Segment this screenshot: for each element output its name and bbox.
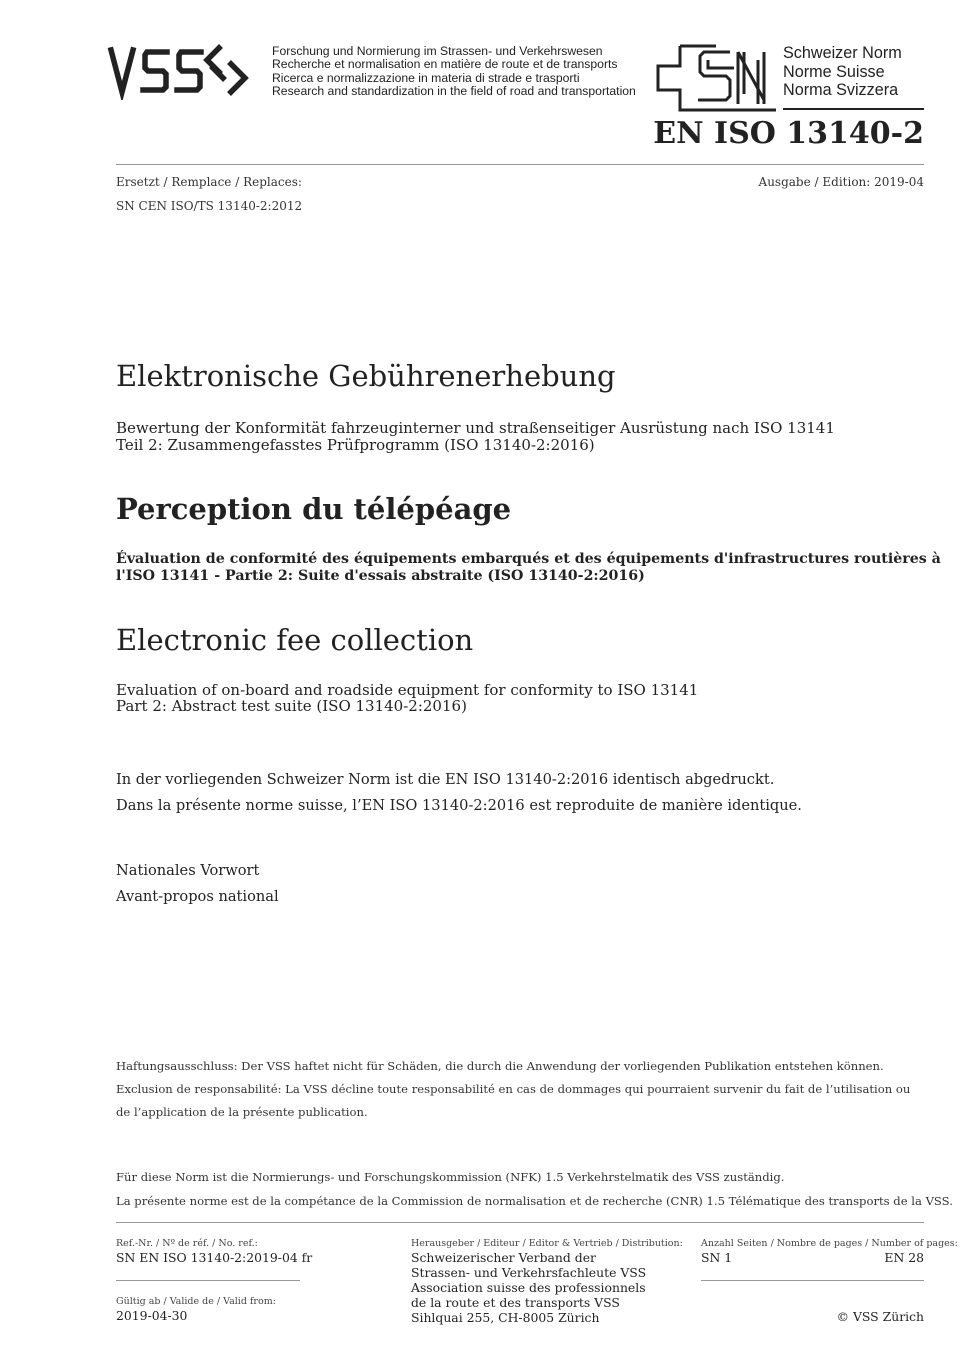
- org-line-fr: Recherche et normalisation en matière de route et de transports: [272, 57, 618, 72]
- identity-note-french: Dans la présente norme suisse, l’EN ISO 13140-2:2016 est reproduite de manière identique.: [116, 797, 802, 814]
- header-divider: [116, 164, 924, 165]
- edition-date: Ausgabe / Edition: 2019-04: [758, 175, 924, 189]
- replaces-label: Ersetzt / Remplace / Replaces:: [116, 175, 302, 189]
- subtitle-english-line2: Part 2: Abstract test suite (ISO 13140-2:2016): [116, 697, 467, 715]
- reference-label: Ref.-Nr. / Nº de réf. / No. ref.:: [116, 1238, 258, 1249]
- sn-line-de: Schweizer Norm: [783, 44, 902, 62]
- page-count-sn: SN 1: [701, 1250, 733, 1265]
- title-english: Electronic fee collection: [116, 623, 474, 657]
- subtitle-german-line2: Teil 2: Zusammengefasstes Prüfprogramm (ISO 13140-2:2016): [116, 436, 595, 454]
- disclaimer-french-line1: Exclusion de responsabilité: La VSS décline toute responsabilité en cas de dommages qui pourraient survenir du fait de l’utilisation ou: [116, 1082, 911, 1096]
- publisher-address: [411, 1250, 646, 1325]
- page-count-divider: [701, 1280, 924, 1281]
- disclaimer-french-line2: de l’application de la présente publication.: [116, 1105, 368, 1119]
- swiss-norm-logo: [656, 44, 778, 112]
- publisher-line: Association suisse des professionnels: [411, 1280, 646, 1295]
- org-line-it: Ricerca e normalizzazione in materia di strade e trasporti: [272, 70, 580, 85]
- subtitle-german-line1: Bewertung der Konformität fahrzeuginterner und straßenseitiger Ausrüstung nach ISO 13141: [116, 419, 835, 437]
- national-foreword-german: Nationales Vorwort: [116, 862, 260, 879]
- valid-from-value: 2019-04-30: [116, 1308, 188, 1323]
- sn-underline: [783, 108, 924, 110]
- replaces-value: SN CEN ISO/TS 13140-2:2012: [116, 199, 303, 213]
- publisher-line: Schweizerischer Verband der: [411, 1250, 596, 1265]
- org-line-de: Forschung und Normierung im Strassen- und Verkehrswesen: [272, 44, 603, 58]
- footer-divider: [116, 1222, 924, 1223]
- vss-logo: [105, 40, 265, 100]
- reference-divider: [116, 1280, 300, 1281]
- national-foreword-french: Avant-propos national: [116, 888, 279, 905]
- publisher-line: Sihlquai 255, CH-8005 Zürich: [411, 1310, 600, 1325]
- publisher-label: Herausgeber / Editeur / Editor & Vertrieb / Distribution:: [411, 1238, 683, 1249]
- identity-note-german: In der vorliegenden Schweizer Norm ist die EN ISO 13140-2:2016 identisch abgedruckt.: [116, 771, 775, 788]
- subtitle-english-line1: Evaluation of on-board and roadside equipment for conformity to ISO 13141: [116, 681, 699, 699]
- disclaimer-german: Haftungsausschluss: Der VSS haftet nicht für Schäden, die durch die Anwendung der vorliegenden Publikation entstehen können.: [116, 1059, 884, 1073]
- subtitle-french-line2: l'ISO 13141 - Partie 2: Suite d'essais abstraite (ISO 13140-2:2016): [116, 568, 645, 584]
- publisher-line: de la route et des transports VSS: [411, 1295, 620, 1310]
- title-french: Perception du télépéage: [116, 492, 512, 526]
- standard-number: EN ISO 13140-2: [653, 116, 924, 151]
- vss-organization-lines: [272, 45, 636, 99]
- responsibility-french: La présente norme est de la compétance de la Commission de normalisation et de recherche (CNR) 1.5 Télématique des transports de la VSS.: [116, 1194, 953, 1208]
- valid-from-label: Gültig ab / Valide de / Valid from:: [116, 1296, 276, 1307]
- responsibility-german: Für diese Norm ist die Normierungs- und Forschungskommission (NFK) 1.5 Verkehrstelmatik des VSS zuständig.: [116, 1170, 785, 1184]
- sn-line-it: Norma Svizzera: [783, 81, 899, 100]
- page-count-en: EN 28: [884, 1250, 924, 1265]
- org-line-en: Research and standardization in the field of road and transportation: [272, 84, 636, 99]
- sn-line-fr: Norme Suisse: [783, 62, 885, 81]
- copyright: © VSS Zürich: [836, 1309, 924, 1324]
- title-german: Elektronische Gebührenerhebung: [116, 359, 616, 393]
- publisher-line: Strassen- und Verkehrsfachleute VSS: [411, 1265, 647, 1280]
- reference-value: SN EN ISO 13140-2:2019-04 fr: [116, 1250, 313, 1265]
- swiss-norm-lines: [783, 44, 902, 100]
- page-count-label: Anzahl Seiten / Nombre de pages / Number of pages:: [701, 1238, 958, 1249]
- subtitle-french-line1: Évaluation de conformité des équipements embarqués et des équipements d'infrastructures routières à: [116, 551, 941, 567]
